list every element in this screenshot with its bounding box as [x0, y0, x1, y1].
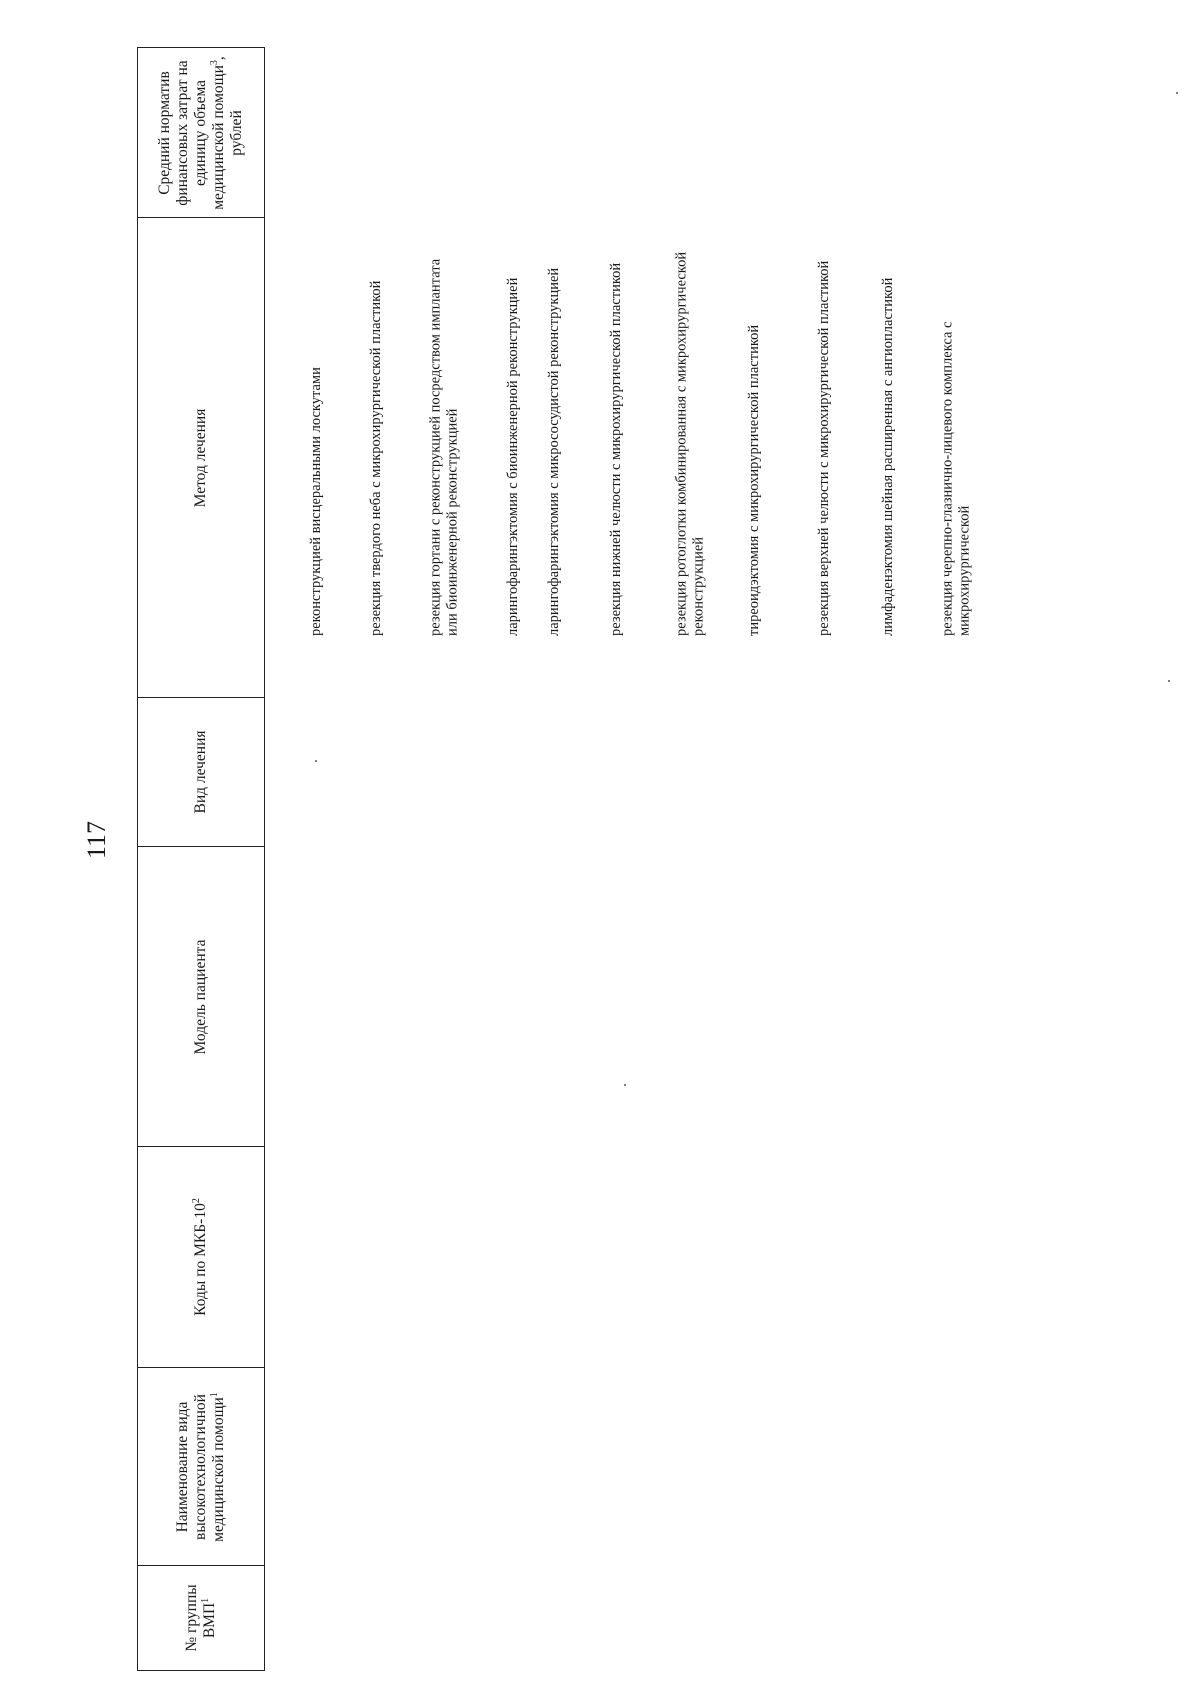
- method-item: резекция гортани с реконструкцией посредством имплантата или биоинженерной реконструкцией: [427, 258, 460, 636]
- scan-artifact: [624, 1084, 626, 1086]
- page-number: 117: [82, 820, 111, 860]
- method-item: лимфаденэктомия шейная расширенная с ангиопластикой: [879, 277, 896, 636]
- method-item: резекция нижней челюсти с микрохирургической пластикой: [607, 262, 624, 636]
- scan-artifact: [315, 760, 317, 762]
- method-item: тиреоидэктомия с микрохирургической пластикой: [745, 324, 762, 636]
- method-item: реконструкцией висцеральными лоскутами: [307, 367, 324, 636]
- method-list: [296, 236, 1076, 636]
- scan-artifact: [1176, 92, 1178, 94]
- header-cell-vmp-name: [138, 1368, 264, 1566]
- header-cell-cost: [138, 48, 264, 218]
- header-cell-group-no: [138, 1566, 264, 1670]
- method-item: резекция верхней челюсти с микрохирургической пластикой: [815, 260, 832, 636]
- method-item: ларингофарингэктомия с биоинженерной реконструкцией: [504, 277, 521, 636]
- header-vmp-name-label: Наименование вида высокотехнологичной медицинской помощи$^1$: [174, 1391, 227, 1542]
- scan-artifact: [1168, 680, 1170, 682]
- header-method-label: Метод лечения: [192, 408, 209, 507]
- header-cell-patient-model: [138, 847, 264, 1147]
- header-group-no-label: № группы ВМП$^1$: [183, 1584, 218, 1652]
- header-cell-treatment-type: [138, 698, 264, 847]
- header-table: [137, 47, 265, 1671]
- header-mkb-label: Коды по МКБ-$10^2$: [190, 1198, 209, 1316]
- method-item: ларингофарингэктомия с микрососудистой реконструкцией: [545, 267, 562, 636]
- header-cell-mkb: [138, 1147, 264, 1368]
- method-item: резекция черепно-глазнично-лицевого комплекса с микрохирургической: [939, 321, 972, 636]
- header-patient-model-label: Модель пациента: [192, 939, 209, 1054]
- method-item: резекция твердого неба с микрохирургической пластикой: [367, 280, 384, 636]
- header-treatment-type-label: Вид лечения: [192, 730, 209, 814]
- method-item: резекция ротоглотки комбинированная с микрохирургической реконструкцией: [673, 251, 706, 636]
- header-cell-method: [138, 218, 264, 698]
- header-cost-label: Средний норматив финансовых затрат на единицу объема медицинской помощи$^3$, рублей: [156, 55, 245, 210]
